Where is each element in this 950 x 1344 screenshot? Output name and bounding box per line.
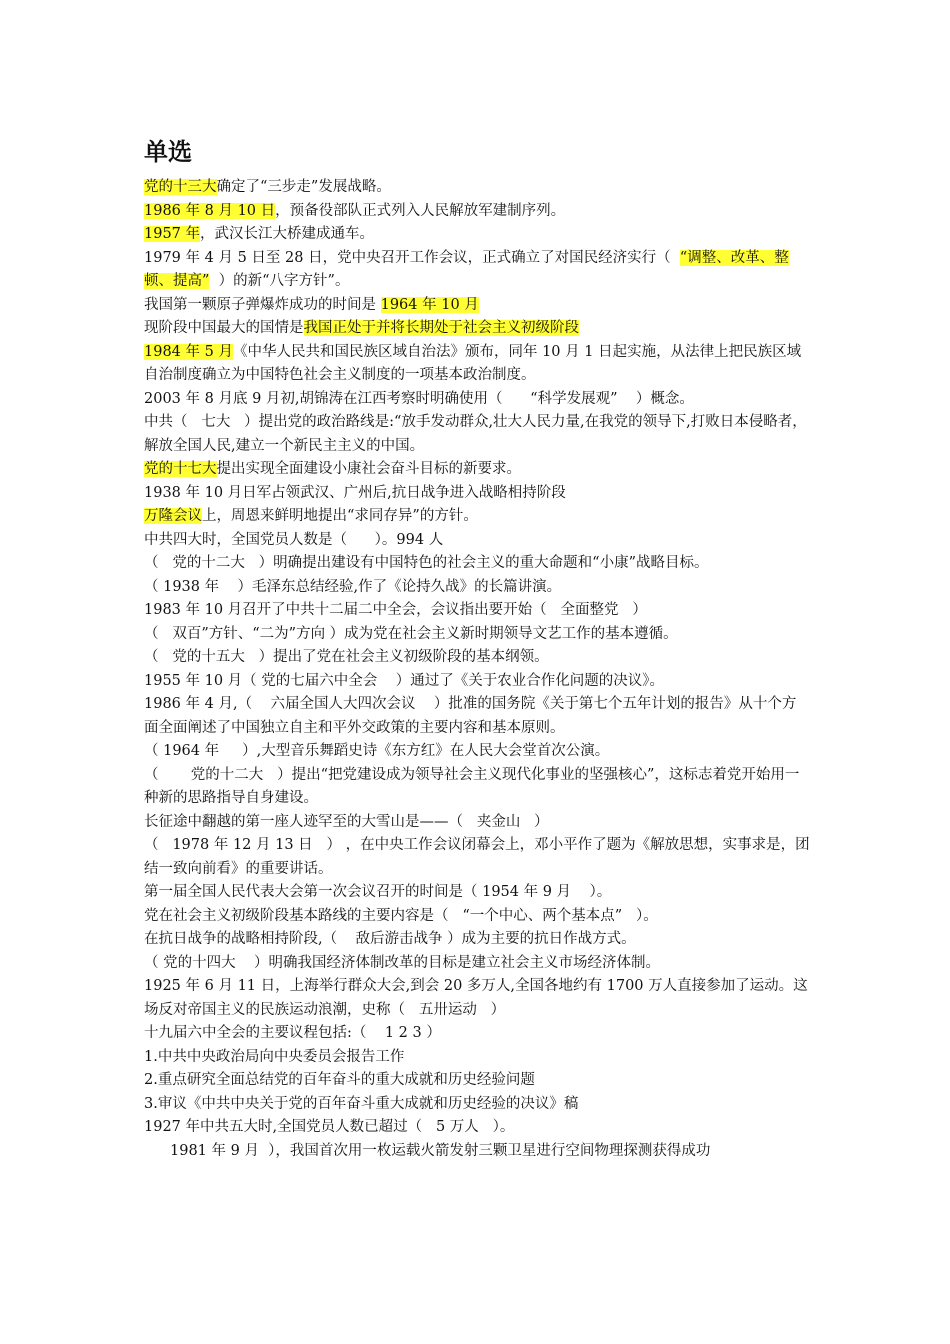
question-line [144,811,810,835]
text-segment: 在抗日战争的战略相持阶段,（ 敌后游击战争 ）成为主要的抗日作战方式。 [144,931,636,947]
question-line [144,411,810,458]
question-line [144,176,810,200]
text-segment: 2.重点研究全面总结党的百年奋斗的重大成就和历史经验问题 [144,1072,535,1088]
text-segment: 1983 年 10 月召开了中共十二届二中全会，会议指出要开始（ 全面整党 ） [144,602,647,618]
question-line [144,1046,810,1070]
text-segment: 1.中共中央政治局向中央委员会报告工作 [144,1048,405,1065]
text-segment: 1938 年 10 月日军占领武汉、广州后,抗日战争进入战略相持阶段 [144,484,566,501]
document-body [144,132,810,1163]
question-line [144,1116,810,1140]
highlighted-answer: 1964 年 10 月 [380,296,479,313]
text-segment: （ 双百”方针、“二为”方向 ）成为党在社会主义新时期领导文艺工作的基本遵循。 [144,625,678,642]
question-line [144,928,810,952]
question-line [144,646,810,670]
question-line [144,552,810,576]
question-list [144,176,810,1163]
question-line [144,881,810,905]
text-segment: 党在社会主义初级阶段基本路线的主要内容是（ “一个中心、两个基本点” ）。 [144,907,658,924]
text-segment: 1979 年 4 月 5 日至 28 日，党中央召开工作会议，正式确立了对国民经济实行（ [144,249,680,266]
question-line [144,505,810,529]
question-line [144,200,810,224]
text-segment: 1981 年 9 月 ），我国首次用一枚运载火箭发射三颗卫星进行空间物理探测获得成功 [170,1142,711,1159]
highlighted-answer: 党的十三大 [144,179,217,195]
highlighted-answer: 党的十七大 [144,461,217,477]
text-segment: （ 1978 年 12 月 13 日 ） ，在中央工作会议闭幕会上，邓小平作了题为《解放思想，实事求是，团结一致向前看》的重要讲话。 [144,837,810,877]
text-segment: （ 党的十五大 ）提出了党在社会主义初级阶段的基本纲领。 [144,649,549,665]
question-line [144,1069,810,1093]
question-line [144,341,810,388]
text-segment: 3.审议《中共中央关于党的百年奋斗重大成就和历史经验的决议》稿 [144,1095,579,1112]
question-line [144,1140,810,1164]
text-segment: 提出实现全面建设小康社会奋斗目标的新要求。 [216,461,521,477]
text-segment: 《中华人民共和国民族区域自治法》颁布，同年 10 月 1 日起实施，从法律上把民族区域自治制度确立为中国特色社会主义制度的一项基本政治制度。 [144,343,802,383]
question-line [144,740,810,764]
question-line [144,764,810,811]
question-line [144,670,810,694]
text-segment: 1955 年 10 月（ 党的七届六中全会 ）通过了《关于农业合作化问题的决议》。 [144,672,664,689]
highlighted-answer: 1984 年 5 月 [144,343,233,360]
text-segment: 确定了“三步走”发展战略。 [216,179,391,195]
text-segment: 中共（ 七大 ）提出党的政治路线是:“放手发动群众,壮大人民力量,在我党的领导下,打败日本侵略者，解放全国人民,建立一个新民主主义的中国。 [144,414,807,454]
text-segment: 十九届六中全会的主要议程包括:（ 1 2 3 ） [144,1025,441,1041]
text-segment: （ 党的十四大 ）明确我国经济体制改革的目标是建立社会主义市场经济体制。 [144,954,661,971]
text-segment: （ 党的十二大 ）明确提出建设有中国特色的社会主义的重大命题和“小康”战略目标。 [144,555,709,571]
text-segment: 2003 年 8 月底 9 月初,胡锦涛在江西考察时明确使用（ “科学发展观” ）概念。 [144,390,694,407]
text-segment: 1927 年中共五大时,全国党员人数已超过（ 5 万人 ）。 [144,1119,515,1135]
question-line [144,223,810,247]
text-segment: 我国第一颗原子弹爆炸成功的时间是 [144,296,381,313]
question-line [144,623,810,647]
text-segment: ）的新“八字方针”。 [209,273,350,289]
question-line [144,482,810,506]
text-segment: 现阶段中国最大的国情是 [144,320,304,336]
highlighted-answer: 万隆会议 [144,508,202,524]
question-line [144,952,810,976]
text-segment: 1986 年 4 月,（ 六届全国人大四次会议 ）批准的国务院《关于第七个五年计划的报告》从十个方面全面阐述了中国独立自主和平外交政策的主要内容和基本原则。 [144,696,797,736]
question-line [144,294,810,318]
text-segment: 长征途中翻越的第一座人迹罕至的大雪山是——（ 夹金山 ） [144,813,549,830]
question-line [144,529,810,553]
question-line [144,905,810,929]
question-line [144,1022,810,1046]
text-segment: 中共四大时，全国党员人数是（ ）。994 人 [144,531,444,548]
question-line [144,247,810,294]
text-segment: ，预备役部队正式列入人民解放军建制序列。 [275,202,566,219]
text-segment: 第一届全国人民代表大会第一次会议召开的时间是（ 1954 年 9 月 ）。 [144,884,612,900]
question-line [144,1093,810,1117]
text-segment: ，武汉长江大桥建成通车。 [200,226,375,242]
question-line [144,975,810,1022]
highlighted-answer: “调整、改革、整顿、提高” [144,249,789,289]
text-segment: 1925 年 6 月 11 日，上海举行群众大会,到会 20 多万人,全国各地约有 1700 万人直接参加了运动。这场反对帝国主义的民族运动浪潮，史称（ 五卅运动 ） [144,978,808,1018]
question-line [144,388,810,412]
question-line [144,834,810,881]
text-segment: （ 党的十二大 ）提出“把党建设成为领导社会主义现代化事业的坚强核心”，这标志着党开始用一种新的思路指导自身建设。 [144,766,800,806]
highlighted-answer: 我国正处于并将长期处于社会主义初级阶段 [303,320,579,336]
text-segment: （ 1964 年 ）,大型音乐舞蹈史诗《东方红》在人民大会堂首次公演。 [144,743,610,759]
text-segment: （ 1938 年 ）毛泽东总结经验,作了《论持久战》的长篇讲演。 [144,578,562,595]
question-line [144,599,810,623]
question-line [144,458,810,482]
question-line [144,576,810,600]
highlighted-answer: 1957 年 [144,226,201,242]
text-segment: 上，周恩来鲜明地提出“求同存异”的方针。 [202,508,478,524]
question-line [144,693,810,740]
highlighted-answer: 1986 年 8 月 10 日 [144,202,276,219]
section-heading: 单选 [144,138,192,166]
question-line [144,317,810,341]
